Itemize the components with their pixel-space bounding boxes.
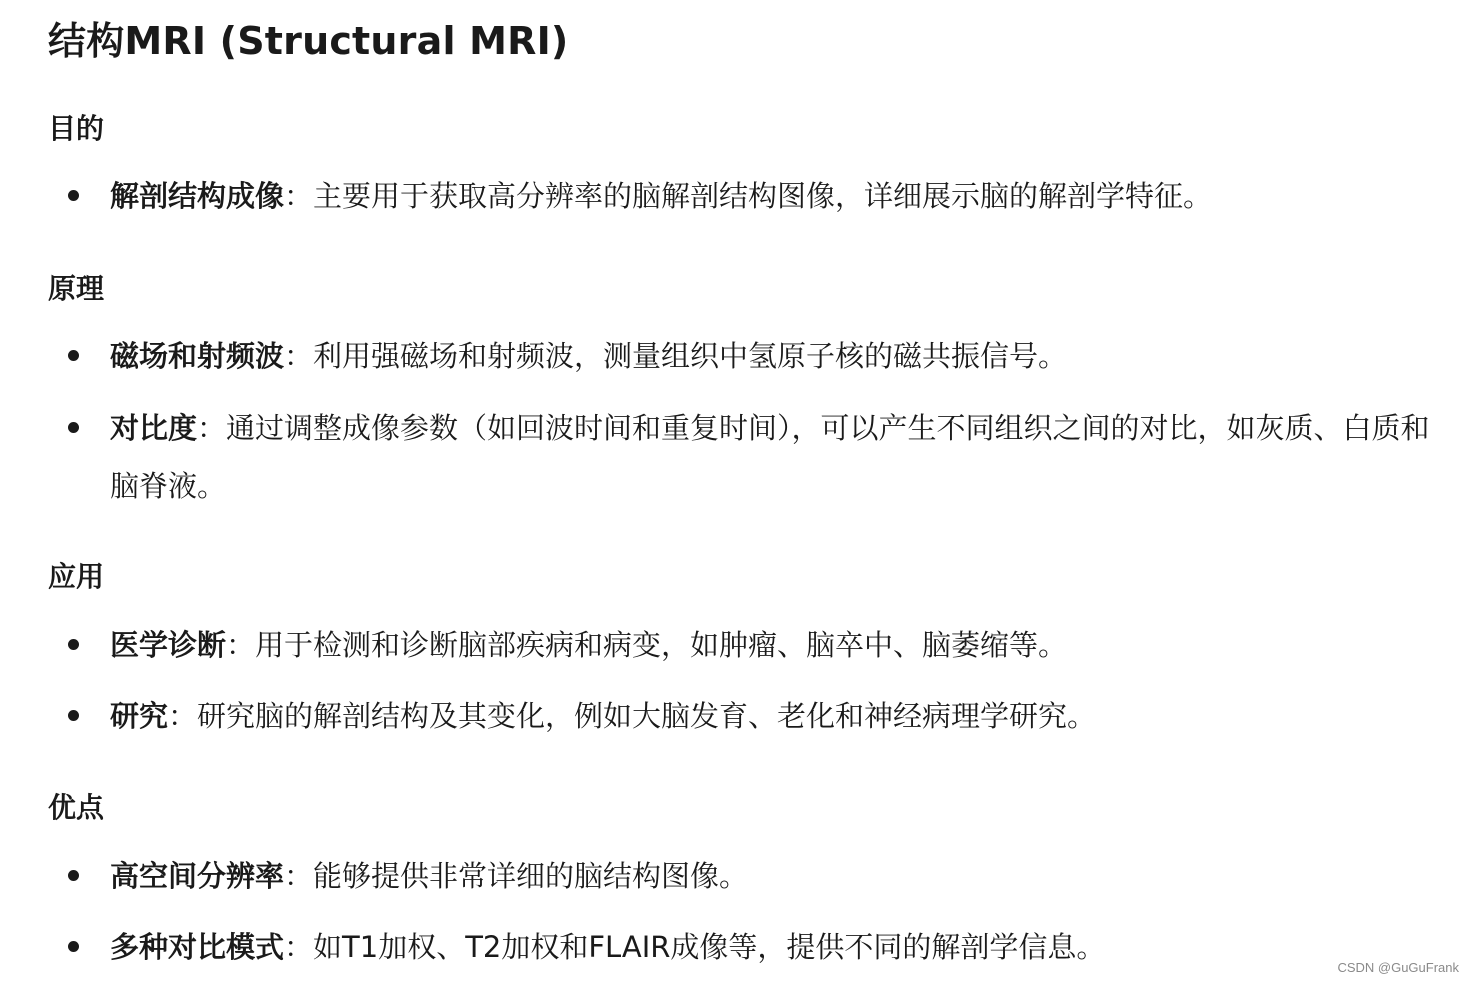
list-item: [110, 399, 1430, 515]
item-separator: ：: [284, 859, 314, 893]
bullet-icon: [68, 422, 79, 433]
list-item: [110, 167, 1430, 225]
item-text: 通过调整成像参数（如回波时间和重复时间），可以产生不同组织之间的对比，如灰质、白质和脑脊液。: [110, 411, 1430, 503]
item-separator: ：: [168, 699, 198, 733]
list-item: [110, 327, 1430, 385]
bullet-icon: [68, 710, 79, 721]
item-term: 磁场和射频波: [110, 339, 285, 373]
section-heading-purpose: 目的: [48, 112, 105, 145]
item-separator: ：: [197, 411, 227, 445]
list-item: [110, 847, 1430, 905]
item-term: 对比度: [110, 411, 198, 445]
bullet-icon: [68, 639, 79, 650]
list-item: [110, 616, 1430, 674]
item-term: 高空间分辨率: [110, 859, 285, 893]
item-text: 主要用于获取高分辨率的脑解剖结构图像，详细展示脑的解剖学特征。: [313, 179, 1213, 213]
item-term: 医学诊断: [110, 628, 227, 662]
item-text: 利用强磁场和射频波，测量组织中氢原子核的磁共振信号。: [313, 339, 1068, 373]
item-text: 研究脑的解剖结构及其变化，例如大脑发育、老化和神经病理学研究。: [197, 699, 1097, 733]
item-separator: ：: [284, 930, 314, 964]
section-heading-advantages: 优点: [48, 791, 105, 824]
item-separator: ：: [226, 628, 256, 662]
item-separator: ：: [284, 179, 314, 213]
item-text: 用于检测和诊断脑部疾病和病变，如肿瘤、脑卒中、脑萎缩等。: [255, 628, 1068, 662]
item-text: 如T1加权、T2加权和FLAIR成像等，提供不同的解剖学信息。: [313, 930, 1106, 964]
list-item: [110, 687, 1430, 745]
item-term: 研究: [110, 699, 169, 733]
bullet-icon: [68, 190, 79, 201]
item-term: 解剖结构成像: [110, 179, 285, 213]
list-item: [110, 918, 1430, 976]
bullet-icon: [68, 941, 79, 952]
section-heading-application: 应用: [48, 560, 105, 593]
bullet-icon: [68, 350, 79, 361]
section-heading-principle: 原理: [48, 272, 105, 305]
page-title: 结构MRI (Structural MRI): [48, 19, 569, 63]
item-text: 能够提供非常详细的脑结构图像。: [313, 859, 749, 893]
item-separator: ：: [284, 339, 314, 373]
item-term: 多种对比模式: [110, 930, 285, 964]
bullet-icon: [68, 870, 79, 881]
watermark: CSDN @GuGuFrank: [1337, 960, 1459, 975]
